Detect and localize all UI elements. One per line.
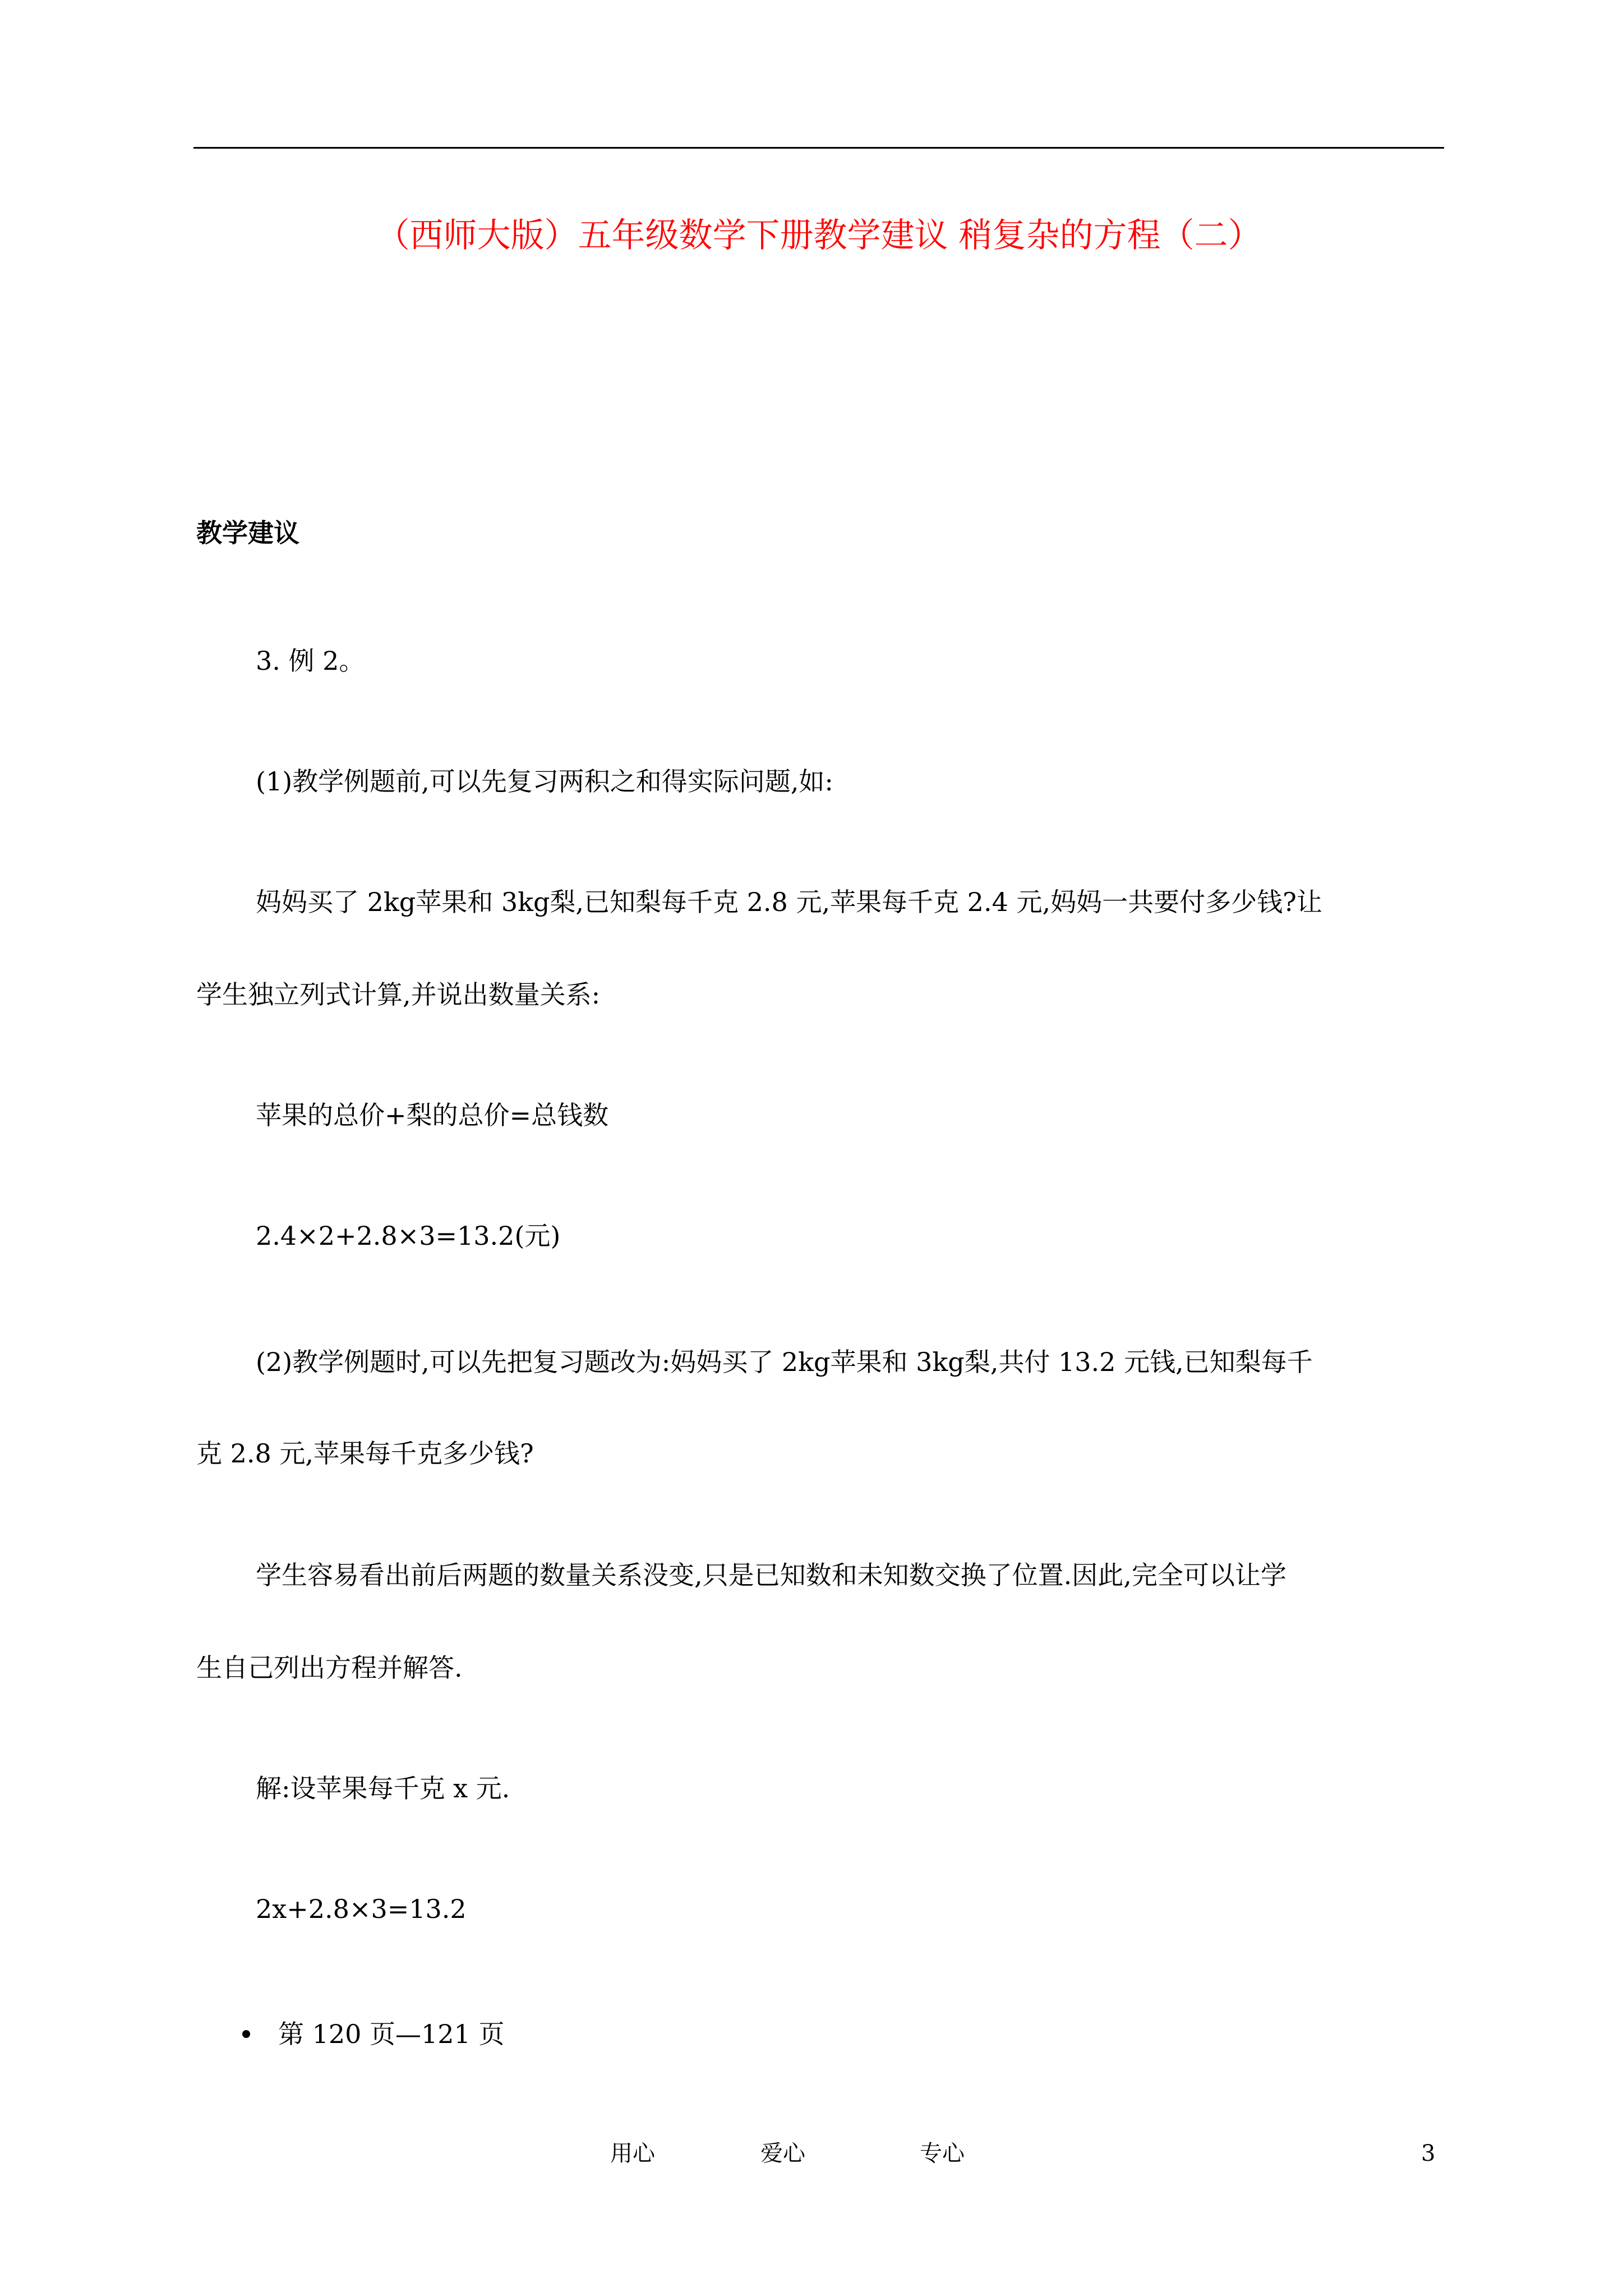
example-label: 3. 例 2。 <box>256 646 365 676</box>
relation-formula: 苹果的总价+梨的总价=总钱数 <box>256 1100 609 1130</box>
footer-motto-3: 专心 <box>920 2141 965 2166</box>
page-reference-item <box>242 2017 504 2051</box>
paragraph-review-intro: (1)教学例题前,可以先复习两积之和得实际问题,如: <box>256 766 833 797</box>
page-number: 3 <box>1421 2141 1436 2166</box>
paragraph-example-teaching-cont: 克 2.8 元,苹果每千克多少钱? <box>196 1438 534 1469</box>
paragraph-observation-cont: 生自己列出方程并解答. <box>196 1653 463 1683</box>
calculation: 2.4×2+2.8×3=13.2(元) <box>256 1221 561 1251</box>
equation: 2x+2.8×3=13.2 <box>256 1894 467 1924</box>
paragraph-example-teaching: (2)教学例题时,可以先把复习题改为:妈妈买了 2kg苹果和 3kg梨,共付 13.2 元钱,已知梨每千 <box>256 1347 1313 1377</box>
paragraph-review-problem: 妈妈买了 2kg苹果和 3kg梨,已知梨每千克 2.8 元,苹果每千克 2.4 元,妈妈一共要付多少钱?让 <box>256 887 1322 917</box>
footer-motto-1: 用心 <box>610 2141 655 2166</box>
solution-setup: 解:设苹果每千克 x 元. <box>256 1773 510 1803</box>
page-reference-text: 第 120 页—121 页 <box>278 2019 505 2049</box>
document-title: （西师大版）五年级数学下册教学建议 稍复杂的方程（二） <box>376 216 1262 255</box>
paragraph-review-problem-cont: 学生独立列式计算,并说出数量关系: <box>196 979 601 1010</box>
paragraph-observation: 学生容易看出前后两题的数量关系没变,只是已知数和未知数交换了位置.因此,完全可以让学 <box>256 1560 1287 1590</box>
section-heading: 教学建议 <box>196 518 299 548</box>
bullet-icon <box>242 2030 250 2038</box>
footer-motto-2: 爱心 <box>760 2141 805 2166</box>
header-rule <box>193 147 1444 149</box>
